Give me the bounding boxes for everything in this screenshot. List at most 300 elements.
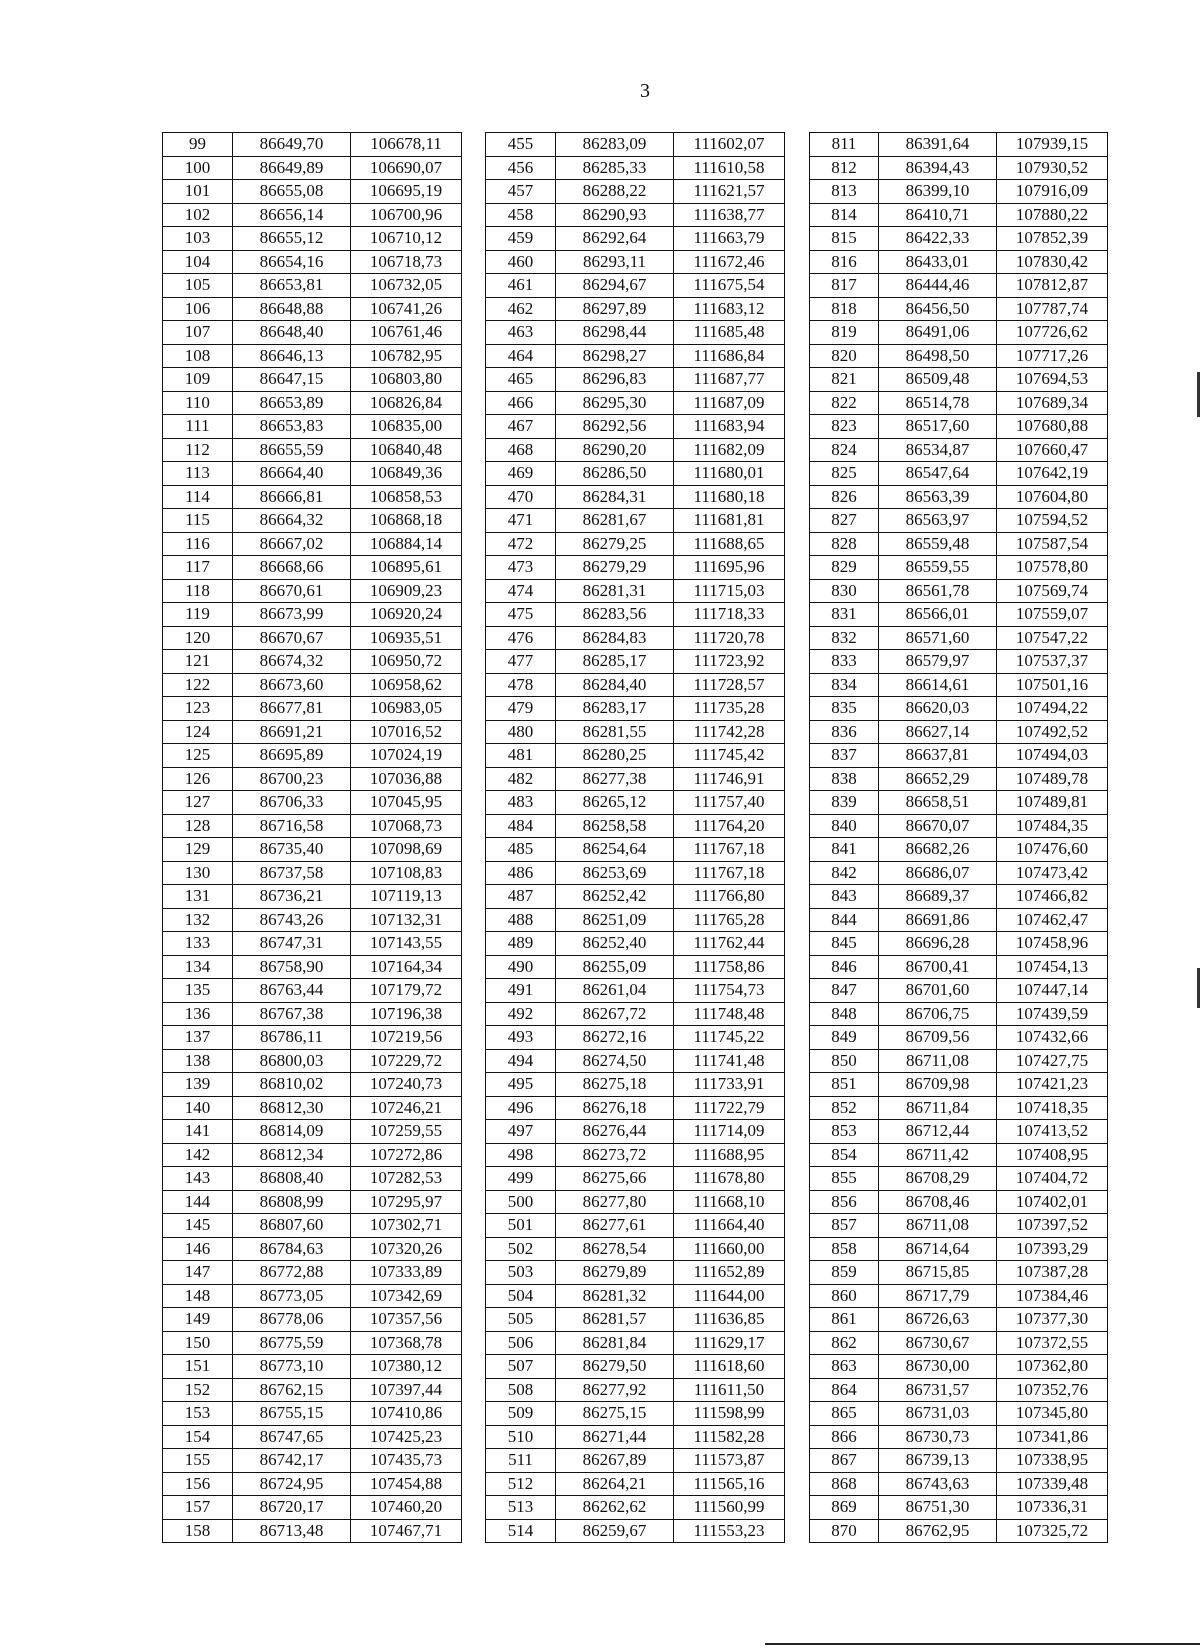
x-coordinate-cell: 86773,05 — [233, 1284, 351, 1308]
point-number-cell: 470 — [486, 485, 556, 509]
x-coordinate-cell: 86252,40 — [556, 932, 674, 956]
point-number-cell: 113 — [163, 462, 233, 486]
point-number-cell: 151 — [163, 1355, 233, 1379]
block-separator — [462, 1167, 486, 1191]
point-number-cell: 870 — [810, 1519, 879, 1543]
block-separator — [785, 509, 810, 533]
point-number-cell: 122 — [163, 673, 233, 697]
point-number-cell: 120 — [163, 626, 233, 650]
point-number-cell: 144 — [163, 1190, 233, 1214]
point-number-cell: 158 — [163, 1519, 233, 1543]
block-separator — [462, 1378, 486, 1402]
point-number-cell: 457 — [486, 180, 556, 204]
x-coordinate-cell: 86292,56 — [556, 415, 674, 439]
block-separator — [785, 1308, 810, 1332]
y-coordinate-cell: 106983,05 — [351, 697, 462, 721]
x-coordinate-cell: 86534,87 — [879, 438, 997, 462]
table-row — [163, 1519, 1108, 1543]
y-coordinate-cell: 107016,52 — [351, 720, 462, 744]
y-coordinate-cell: 107559,07 — [997, 603, 1108, 627]
table-row — [163, 250, 1108, 274]
block-separator — [785, 697, 810, 721]
y-coordinate-cell: 107492,52 — [997, 720, 1108, 744]
point-number-cell: 123 — [163, 697, 233, 721]
table-row — [163, 1096, 1108, 1120]
point-number-cell: 497 — [486, 1120, 556, 1144]
y-coordinate-cell: 107179,72 — [351, 979, 462, 1003]
x-coordinate-cell: 86563,97 — [879, 509, 997, 533]
point-number-cell: 848 — [810, 1002, 879, 1026]
point-number-cell: 482 — [486, 767, 556, 791]
block-separator — [785, 1167, 810, 1191]
y-coordinate-cell: 111638,77 — [674, 203, 785, 227]
point-number-cell: 474 — [486, 579, 556, 603]
point-number-cell: 464 — [486, 344, 556, 368]
y-coordinate-cell: 107393,29 — [997, 1237, 1108, 1261]
block-separator — [462, 885, 486, 909]
y-coordinate-cell: 107246,21 — [351, 1096, 462, 1120]
x-coordinate-cell: 86691,86 — [879, 908, 997, 932]
block-separator — [785, 556, 810, 580]
block-separator — [785, 720, 810, 744]
point-number-cell: 143 — [163, 1167, 233, 1191]
block-separator — [785, 932, 810, 956]
point-number-cell: 145 — [163, 1214, 233, 1238]
x-coordinate-cell: 86664,40 — [233, 462, 351, 486]
table-row — [163, 344, 1108, 368]
y-coordinate-cell: 107466,82 — [997, 885, 1108, 909]
x-coordinate-cell: 86666,81 — [233, 485, 351, 509]
y-coordinate-cell: 107694,53 — [997, 368, 1108, 392]
x-coordinate-cell: 86286,50 — [556, 462, 674, 486]
table-row — [163, 1214, 1108, 1238]
point-number-cell: 488 — [486, 908, 556, 932]
block-separator — [785, 1331, 810, 1355]
x-coordinate-cell: 86773,10 — [233, 1355, 351, 1379]
point-number-cell: 112 — [163, 438, 233, 462]
x-coordinate-cell: 86288,22 — [556, 180, 674, 204]
point-number-cell: 825 — [810, 462, 879, 486]
y-coordinate-cell: 111718,33 — [674, 603, 785, 627]
y-coordinate-cell: 107024,19 — [351, 744, 462, 768]
point-number-cell: 846 — [810, 955, 879, 979]
block-separator — [462, 932, 486, 956]
y-coordinate-cell: 107338,95 — [997, 1449, 1108, 1473]
x-coordinate-cell: 86655,59 — [233, 438, 351, 462]
table-row — [163, 744, 1108, 768]
y-coordinate-cell: 111573,87 — [674, 1449, 785, 1473]
table-row — [163, 297, 1108, 321]
table-row — [163, 1425, 1108, 1449]
point-number-cell: 132 — [163, 908, 233, 932]
x-coordinate-cell: 86275,18 — [556, 1073, 674, 1097]
point-number-cell: 485 — [486, 838, 556, 862]
x-coordinate-cell: 86668,66 — [233, 556, 351, 580]
y-coordinate-cell: 107240,73 — [351, 1073, 462, 1097]
x-coordinate-cell: 86763,44 — [233, 979, 351, 1003]
point-number-cell: 498 — [486, 1143, 556, 1167]
point-number-cell: 129 — [163, 838, 233, 862]
point-number-cell: 511 — [486, 1449, 556, 1473]
y-coordinate-cell: 107341,86 — [997, 1425, 1108, 1449]
x-coordinate-cell: 86281,67 — [556, 509, 674, 533]
y-coordinate-cell: 111720,78 — [674, 626, 785, 650]
x-coordinate-cell: 86298,27 — [556, 344, 674, 368]
point-number-cell: 855 — [810, 1167, 879, 1191]
point-number-cell: 505 — [486, 1308, 556, 1332]
y-coordinate-cell: 107689,34 — [997, 391, 1108, 415]
x-coordinate-cell: 86280,25 — [556, 744, 674, 768]
x-coordinate-cell: 86711,08 — [879, 1214, 997, 1238]
x-coordinate-cell: 86267,72 — [556, 1002, 674, 1026]
block-separator — [462, 861, 486, 885]
y-coordinate-cell: 111678,80 — [674, 1167, 785, 1191]
point-number-cell: 487 — [486, 885, 556, 909]
block-separator — [785, 1496, 810, 1520]
point-number-cell: 828 — [810, 532, 879, 556]
y-coordinate-cell: 111764,20 — [674, 814, 785, 838]
x-coordinate-cell: 86298,44 — [556, 321, 674, 345]
x-coordinate-cell: 86743,63 — [879, 1472, 997, 1496]
x-coordinate-cell: 86674,32 — [233, 650, 351, 674]
point-number-cell: 118 — [163, 579, 233, 603]
x-coordinate-cell: 86255,09 — [556, 955, 674, 979]
block-separator — [462, 1308, 486, 1332]
y-coordinate-cell: 107413,52 — [997, 1120, 1108, 1144]
x-coordinate-cell: 86784,63 — [233, 1237, 351, 1261]
table-row — [163, 908, 1108, 932]
point-number-cell: 107 — [163, 321, 233, 345]
block-separator — [785, 979, 810, 1003]
table-row — [163, 1308, 1108, 1332]
point-number-cell: 455 — [486, 133, 556, 157]
point-number-cell: 509 — [486, 1402, 556, 1426]
x-coordinate-cell: 86807,60 — [233, 1214, 351, 1238]
page-number: 3 — [640, 80, 650, 102]
x-coordinate-cell: 86737,58 — [233, 861, 351, 885]
y-coordinate-cell: 107342,69 — [351, 1284, 462, 1308]
y-coordinate-cell: 107726,62 — [997, 321, 1108, 345]
y-coordinate-cell: 107045,95 — [351, 791, 462, 815]
x-coordinate-cell: 86670,61 — [233, 579, 351, 603]
point-number-cell: 116 — [163, 532, 233, 556]
y-coordinate-cell: 106950,72 — [351, 650, 462, 674]
y-coordinate-cell: 107427,75 — [997, 1049, 1108, 1073]
point-number-cell: 845 — [810, 932, 879, 956]
point-number-cell: 841 — [810, 838, 879, 862]
y-coordinate-cell: 107143,55 — [351, 932, 462, 956]
x-coordinate-cell: 86251,09 — [556, 908, 674, 932]
x-coordinate-cell: 86655,12 — [233, 227, 351, 251]
block-separator — [462, 203, 486, 227]
block-separator — [785, 462, 810, 486]
y-coordinate-cell: 111767,18 — [674, 861, 785, 885]
block-separator — [462, 1049, 486, 1073]
x-coordinate-cell: 86277,80 — [556, 1190, 674, 1214]
y-coordinate-cell: 111688,95 — [674, 1143, 785, 1167]
point-number-cell: 155 — [163, 1449, 233, 1473]
block-separator — [785, 1355, 810, 1379]
block-separator — [785, 133, 810, 157]
y-coordinate-cell: 107336,31 — [997, 1496, 1108, 1520]
y-coordinate-cell: 107642,19 — [997, 462, 1108, 486]
y-coordinate-cell: 107302,71 — [351, 1214, 462, 1238]
x-coordinate-cell: 86655,08 — [233, 180, 351, 204]
x-coordinate-cell: 86566,01 — [879, 603, 997, 627]
x-coordinate-cell: 86711,42 — [879, 1143, 997, 1167]
x-coordinate-cell: 86275,15 — [556, 1402, 674, 1426]
y-coordinate-cell: 107408,95 — [997, 1143, 1108, 1167]
point-number-cell: 837 — [810, 744, 879, 768]
x-coordinate-cell: 86700,23 — [233, 767, 351, 791]
block-separator — [785, 391, 810, 415]
x-coordinate-cell: 86709,98 — [879, 1073, 997, 1097]
y-coordinate-cell: 111668,10 — [674, 1190, 785, 1214]
x-coordinate-cell: 86711,84 — [879, 1096, 997, 1120]
point-number-cell: 508 — [486, 1378, 556, 1402]
block-separator — [785, 1425, 810, 1449]
table-row — [163, 1378, 1108, 1402]
x-coordinate-cell: 86254,64 — [556, 838, 674, 862]
y-coordinate-cell: 111680,01 — [674, 462, 785, 486]
x-coordinate-cell: 86285,17 — [556, 650, 674, 674]
x-coordinate-cell: 86296,83 — [556, 368, 674, 392]
y-coordinate-cell: 111695,96 — [674, 556, 785, 580]
y-coordinate-cell: 111687,77 — [674, 368, 785, 392]
point-number-cell: 814 — [810, 203, 879, 227]
y-coordinate-cell: 111683,12 — [674, 297, 785, 321]
x-coordinate-cell: 86262,62 — [556, 1496, 674, 1520]
x-coordinate-cell: 86731,57 — [879, 1378, 997, 1402]
y-coordinate-cell: 107604,80 — [997, 485, 1108, 509]
y-coordinate-cell: 106761,46 — [351, 321, 462, 345]
table-row — [163, 1190, 1108, 1214]
point-number-cell: 138 — [163, 1049, 233, 1073]
x-coordinate-cell: 86758,90 — [233, 955, 351, 979]
y-coordinate-cell: 111765,28 — [674, 908, 785, 932]
block-separator — [462, 180, 486, 204]
table-row — [163, 603, 1108, 627]
y-coordinate-cell: 107119,13 — [351, 885, 462, 909]
x-coordinate-cell: 86767,38 — [233, 1002, 351, 1026]
x-coordinate-cell: 86654,16 — [233, 250, 351, 274]
block-separator — [462, 274, 486, 298]
y-coordinate-cell: 106895,61 — [351, 556, 462, 580]
y-coordinate-cell: 106732,05 — [351, 274, 462, 298]
x-coordinate-cell: 86571,60 — [879, 626, 997, 650]
point-number-cell: 863 — [810, 1355, 879, 1379]
x-coordinate-cell: 86267,89 — [556, 1449, 674, 1473]
y-coordinate-cell: 107717,26 — [997, 344, 1108, 368]
x-coordinate-cell: 86649,89 — [233, 156, 351, 180]
y-coordinate-cell: 107380,12 — [351, 1355, 462, 1379]
y-coordinate-cell: 107852,39 — [997, 227, 1108, 251]
x-coordinate-cell: 86646,13 — [233, 344, 351, 368]
y-coordinate-cell: 107372,55 — [997, 1331, 1108, 1355]
point-number-cell: 506 — [486, 1331, 556, 1355]
x-coordinate-cell: 86751,30 — [879, 1496, 997, 1520]
y-coordinate-cell: 107501,16 — [997, 673, 1108, 697]
x-coordinate-cell: 86691,21 — [233, 720, 351, 744]
block-separator — [462, 250, 486, 274]
x-coordinate-cell: 86647,15 — [233, 368, 351, 392]
block-separator — [462, 603, 486, 627]
table-row — [163, 838, 1108, 862]
x-coordinate-cell: 86682,26 — [879, 838, 997, 862]
point-number-cell: 816 — [810, 250, 879, 274]
x-coordinate-cell: 86730,67 — [879, 1331, 997, 1355]
table-row — [163, 509, 1108, 533]
block-separator — [462, 391, 486, 415]
block-separator — [462, 1496, 486, 1520]
point-number-cell: 102 — [163, 203, 233, 227]
point-number-cell: 115 — [163, 509, 233, 533]
y-coordinate-cell: 111680,18 — [674, 485, 785, 509]
point-number-cell: 131 — [163, 885, 233, 909]
x-coordinate-cell: 86810,02 — [233, 1073, 351, 1097]
x-coordinate-cell: 86394,43 — [879, 156, 997, 180]
point-number-cell: 157 — [163, 1496, 233, 1520]
block-separator — [785, 673, 810, 697]
y-coordinate-cell: 111611,50 — [674, 1378, 785, 1402]
x-coordinate-cell: 86433,01 — [879, 250, 997, 274]
point-number-cell: 514 — [486, 1519, 556, 1543]
y-coordinate-cell: 111652,89 — [674, 1261, 785, 1285]
point-number-cell: 812 — [810, 156, 879, 180]
y-coordinate-cell: 111610,58 — [674, 156, 785, 180]
x-coordinate-cell: 86290,93 — [556, 203, 674, 227]
y-coordinate-cell: 111733,91 — [674, 1073, 785, 1097]
point-number-cell: 868 — [810, 1472, 879, 1496]
point-number-cell: 465 — [486, 368, 556, 392]
y-coordinate-cell: 111766,80 — [674, 885, 785, 909]
point-number-cell: 510 — [486, 1425, 556, 1449]
block-separator — [462, 626, 486, 650]
block-separator — [785, 885, 810, 909]
x-coordinate-cell: 86700,41 — [879, 955, 997, 979]
table-row — [163, 1449, 1108, 1473]
y-coordinate-cell: 106884,14 — [351, 532, 462, 556]
x-coordinate-cell: 86742,17 — [233, 1449, 351, 1473]
x-coordinate-cell: 86652,29 — [879, 767, 997, 791]
y-coordinate-cell: 106958,62 — [351, 673, 462, 697]
table-row — [163, 979, 1108, 1003]
x-coordinate-cell: 86812,34 — [233, 1143, 351, 1167]
point-number-cell: 830 — [810, 579, 879, 603]
point-number-cell: 460 — [486, 250, 556, 274]
block-separator — [785, 814, 810, 838]
point-number-cell: 496 — [486, 1096, 556, 1120]
point-number-cell: 156 — [163, 1472, 233, 1496]
y-coordinate-cell: 111687,09 — [674, 391, 785, 415]
block-separator — [462, 344, 486, 368]
table-row — [163, 626, 1108, 650]
table-row — [163, 767, 1108, 791]
y-coordinate-cell: 111683,94 — [674, 415, 785, 439]
y-coordinate-cell: 111553,23 — [674, 1519, 785, 1543]
y-coordinate-cell: 111688,65 — [674, 532, 785, 556]
y-coordinate-cell: 107282,53 — [351, 1167, 462, 1191]
y-coordinate-cell: 111748,48 — [674, 1002, 785, 1026]
x-coordinate-cell: 86292,64 — [556, 227, 674, 251]
point-number-cell: 463 — [486, 321, 556, 345]
table-row — [163, 650, 1108, 674]
table-row — [163, 1120, 1108, 1144]
point-number-cell: 819 — [810, 321, 879, 345]
y-coordinate-cell: 107397,44 — [351, 1378, 462, 1402]
block-separator — [785, 485, 810, 509]
y-coordinate-cell: 111715,03 — [674, 579, 785, 603]
x-coordinate-cell: 86252,42 — [556, 885, 674, 909]
x-coordinate-cell: 86713,48 — [233, 1519, 351, 1543]
table-row — [163, 321, 1108, 345]
block-separator — [785, 1449, 810, 1473]
point-number-cell: 459 — [486, 227, 556, 251]
y-coordinate-cell: 111754,73 — [674, 979, 785, 1003]
point-number-cell: 477 — [486, 650, 556, 674]
y-coordinate-cell: 111621,57 — [674, 180, 785, 204]
block-separator — [785, 1378, 810, 1402]
y-coordinate-cell: 111644,00 — [674, 1284, 785, 1308]
block-separator — [462, 955, 486, 979]
point-number-cell: 135 — [163, 979, 233, 1003]
y-coordinate-cell: 107229,72 — [351, 1049, 462, 1073]
x-coordinate-cell: 86648,40 — [233, 321, 351, 345]
point-number-cell: 852 — [810, 1096, 879, 1120]
y-coordinate-cell: 107476,60 — [997, 838, 1108, 862]
point-number-cell: 839 — [810, 791, 879, 815]
x-coordinate-cell: 86410,71 — [879, 203, 997, 227]
y-coordinate-cell: 107454,88 — [351, 1472, 462, 1496]
point-number-cell: 105 — [163, 274, 233, 298]
y-coordinate-cell: 111660,00 — [674, 1237, 785, 1261]
point-number-cell: 466 — [486, 391, 556, 415]
block-separator — [462, 1026, 486, 1050]
y-coordinate-cell: 107812,87 — [997, 274, 1108, 298]
block-separator — [785, 297, 810, 321]
point-number-cell: 504 — [486, 1284, 556, 1308]
point-number-cell: 501 — [486, 1214, 556, 1238]
y-coordinate-cell: 111629,17 — [674, 1331, 785, 1355]
block-separator — [462, 133, 486, 157]
point-number-cell: 490 — [486, 955, 556, 979]
x-coordinate-cell: 86800,03 — [233, 1049, 351, 1073]
x-coordinate-cell: 86561,78 — [879, 579, 997, 603]
table-row — [163, 391, 1108, 415]
x-coordinate-cell: 86276,18 — [556, 1096, 674, 1120]
block-separator — [785, 1284, 810, 1308]
block-separator — [785, 321, 810, 345]
x-coordinate-cell: 86559,48 — [879, 532, 997, 556]
point-number-cell: 486 — [486, 861, 556, 885]
y-coordinate-cell: 107458,96 — [997, 932, 1108, 956]
point-number-cell: 864 — [810, 1378, 879, 1402]
block-separator — [785, 227, 810, 251]
block-separator — [785, 1472, 810, 1496]
x-coordinate-cell: 86670,67 — [233, 626, 351, 650]
x-coordinate-cell: 86772,88 — [233, 1261, 351, 1285]
block-separator — [462, 814, 486, 838]
y-coordinate-cell: 111741,48 — [674, 1049, 785, 1073]
point-number-cell: 473 — [486, 556, 556, 580]
point-number-cell: 842 — [810, 861, 879, 885]
table-row — [163, 791, 1108, 815]
x-coordinate-cell: 86279,29 — [556, 556, 674, 580]
x-coordinate-cell: 86726,63 — [879, 1308, 997, 1332]
block-separator — [785, 791, 810, 815]
y-coordinate-cell: 106840,48 — [351, 438, 462, 462]
block-separator — [462, 579, 486, 603]
